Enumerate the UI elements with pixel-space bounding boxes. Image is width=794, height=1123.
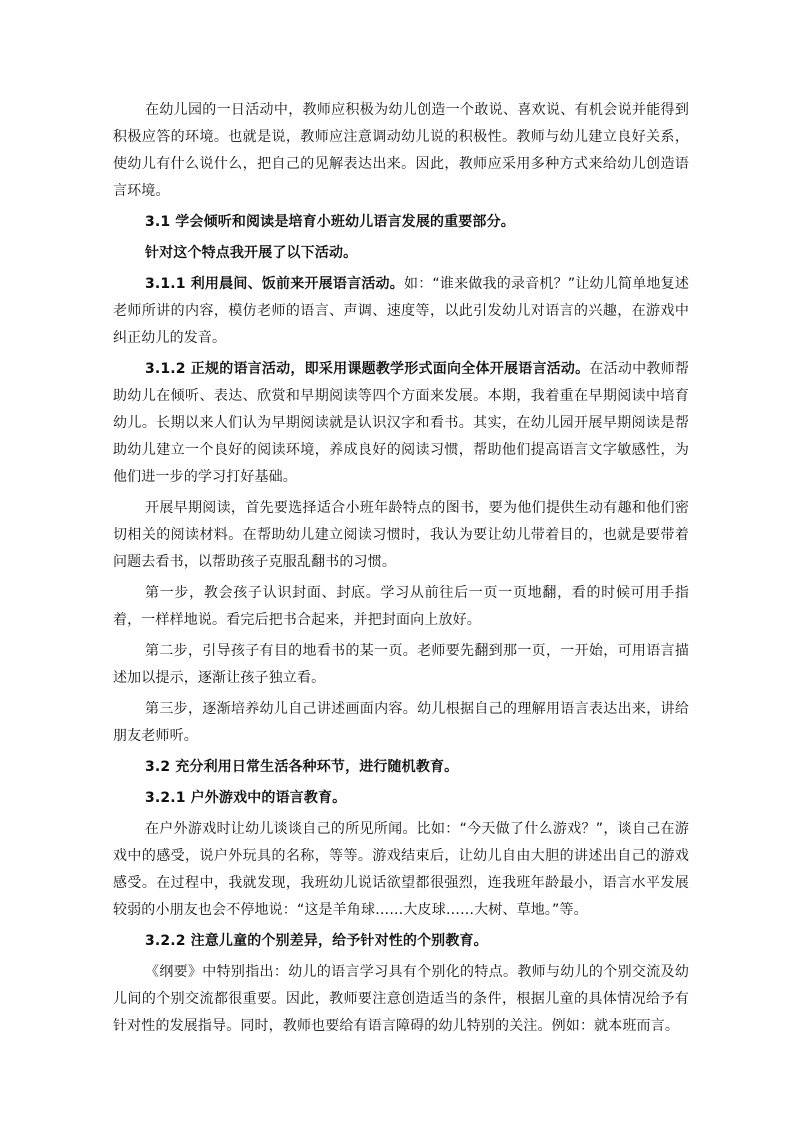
body-paragraph: 在户外游戏时让幼儿谈谈自己的所见所闻。比如：“今天做了什么游戏？”，谈自己在游戏中的感受，说户外玩具的名称，等等。游戏结束后，让幼儿自由大胆的讲述出自己的游戏感受。在过程中，我就发现，我班幼儿说话欲望都很强烈，连我班年龄最小，语言水平发展较弱的小朋友也会不停地说：“这是羊角球……大皮球……大树、草地。”等。 [113, 821, 689, 918]
section-heading: 3.1 学会倾听和阅读是培育小班幼儿语言发展的重要部分。 [145, 214, 515, 230]
paragraph-text: 如：“谁来做我的录音机？”让幼儿简单地复述老师所讲的内容，模仿老师的语言、声调、速度等，以此引发幼儿对语言的兴趣，在游戏中纠正幼儿的发音。 [113, 276, 690, 346]
body-paragraph: 《纲要》中特别指出：幼儿的语言学习具有个别化的特点。教师与幼儿的个别交流及幼儿间的个别交流都很重要。因此，教师要注意创造适当的条件，根据儿童的具体情况给予有针对性的发展指导。同时，教师也要给有语言障碍的幼儿特别的关注。例如：就本班而言。 [113, 964, 689, 1034]
section-heading: 针对这个特点我开展了以下活动。 [145, 245, 358, 261]
section-heading: 3.2.1 户外游戏中的语言教育。 [145, 790, 347, 806]
section-heading: 3.2.2 注意儿童的个别差异，给予针对性的个别教育。 [145, 933, 488, 949]
subsection-paragraph [113, 271, 689, 352]
body-paragraph: 第一步，教会孩子认识封面、封底。学习从前往后一页一页地翻，看的时候可用手指着，一样样地说。看完后把书合起来，并把封面向上放好。 [113, 585, 689, 628]
body-paragraph: 开展早期阅读，首先要选择适合小班年龄特点的图书，要为他们提供生动有趣和他们密切相关的阅读材料。在帮助幼儿建立阅读习惯时，我认为要让幼儿带着目的，也就是要带着问题去看书，以帮助孩子克服乱翻书的习惯。 [113, 500, 689, 570]
paragraph-text: 在活动中教师帮助幼儿在倾听、表达、欣赏和早期阅读等四个方面来发展。本期，我着重在早期阅读中培育幼儿。长期以来人们认为早期阅读就是认识汉字和看书。其实，在幼儿园开展早期阅读是帮助幼儿建立一个良好的阅读环境，养成良好的阅读习惯，帮助他们提高语言文字敏感性，为他们进一步的学习打好基础。 [113, 361, 689, 485]
subsection-heading: 3.1.2 正规的语言活动，即采用课题教学形式面向全体开展语言活动。 [145, 361, 590, 377]
document-body [113, 97, 689, 1044]
section-heading: 3.2 充分利用日常生活各种环节，进行随机教育。 [145, 759, 459, 775]
subsection-paragraph [113, 356, 689, 491]
subsection-heading: 3.1.1 利用晨间、饭前来开展语言活动。 [145, 276, 404, 292]
body-paragraph: 第二步，引导孩子有目的地看书的某一页。老师要先翻到那一页，一开始，可用语言描述加以提示，逐渐让孩子独立看。 [113, 643, 689, 686]
body-paragraph: 在幼儿园的一日活动中，教师应积极为幼儿创造一个敢说、喜欢说、有机会说并能得到积极应答的环境。也就是说，教师应注意调动幼儿说的积极性。教师与幼儿建立良好关系，使幼儿有什么说什么，把自己的见解表达出来。因此，教师应采用多种方式来给幼儿创造语言环境。 [113, 102, 689, 199]
body-paragraph: 第三步，逐渐培养幼儿自己讲述画面内容。幼儿根据自己的理解用语言表达出来，讲给朋友老师听。 [113, 701, 689, 744]
